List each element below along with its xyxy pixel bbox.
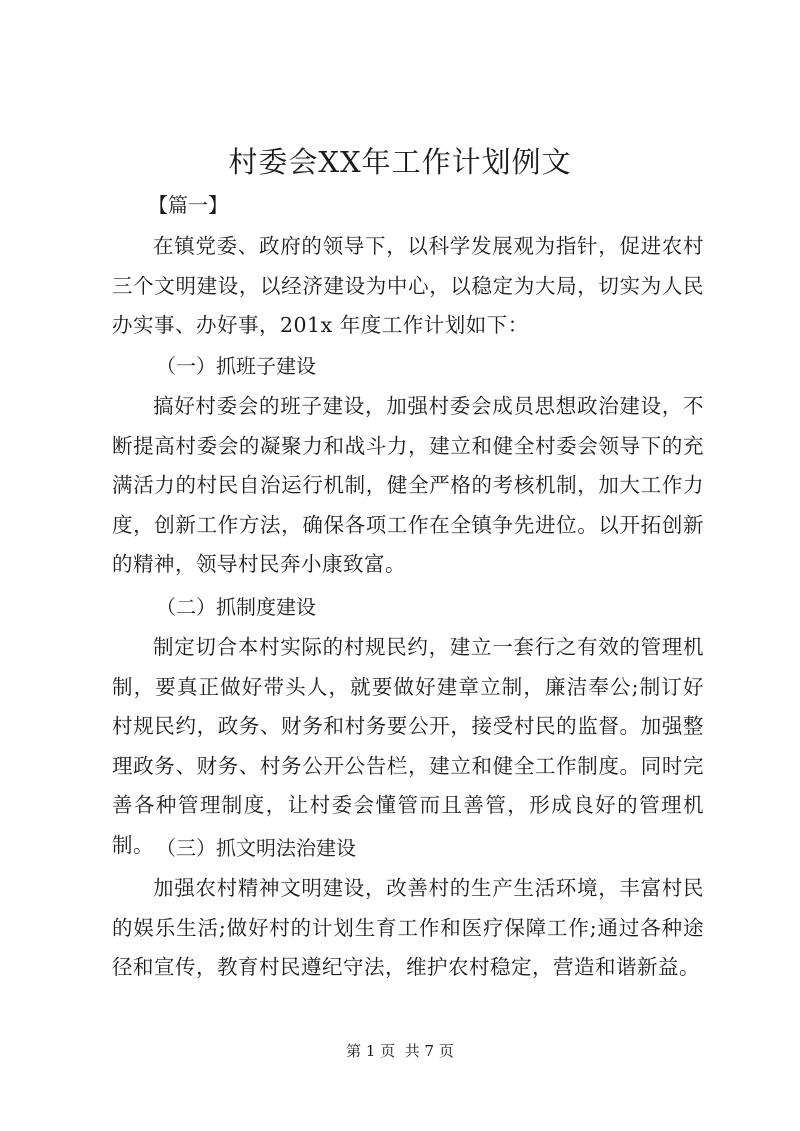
page-footer [0, 1040, 800, 1062]
paragraph-civility-law: 加强农村精神文明建设，改善村的生产生活环境，丰富村民的娱乐生活;做好村的计划生育工作和医疗保障工作;通过各种途径和宣传，教育村民遵纪守法，维护农村稳定，营造和谐新益。 [112, 876, 704, 979]
heading-civility-law: （三）抓文明法治建设 [156, 836, 356, 860]
paragraph-system-building: 制定切合本村实际的村规民约，建立一套行之有效的管理机制，要真正做好带头人，就要做好建章立制，廉洁奉公;制订好村规民约，政务、财务和村务要公开，接受村民的监督。加强整理政务、财务、村务公开公告栏，建立和健全工作制度。同时完善各种管理制度，让村委会懂管而且善管，形成良好的管理机制。 [112, 635, 704, 857]
heading-team-building: （一）抓班子建设 [156, 354, 316, 378]
heading-system-building: （二）抓制度建设 [156, 595, 316, 619]
section-tag: 【篇一】 [148, 193, 228, 217]
document-title: 村委会XX年工作计划例文 [228, 145, 572, 179]
paragraph-team-building: 搞好村委会的班子建设，加强村委会成员思想政治建设，不断提高村委会的凝聚力和战斗力，建立和健全村委会领导下的充满活力的村民自治运行机制，健全严格的考核机制，加大工作力度，创新工作方法，确保各项工作在全镇争先进位。以开拓创新的精神，领导村民奔小康致富。 [112, 394, 704, 576]
page-number: 第 1 页 共 7 页 [346, 1042, 454, 1060]
intro-paragraph: 在镇党委、政府的领导下，以科学发展观为指针，促进农村三个文明建设，以经济建设为中心，以稳定为大局，切实为人民办实事、办好事，201x 年度工作计划如下： [112, 234, 704, 337]
